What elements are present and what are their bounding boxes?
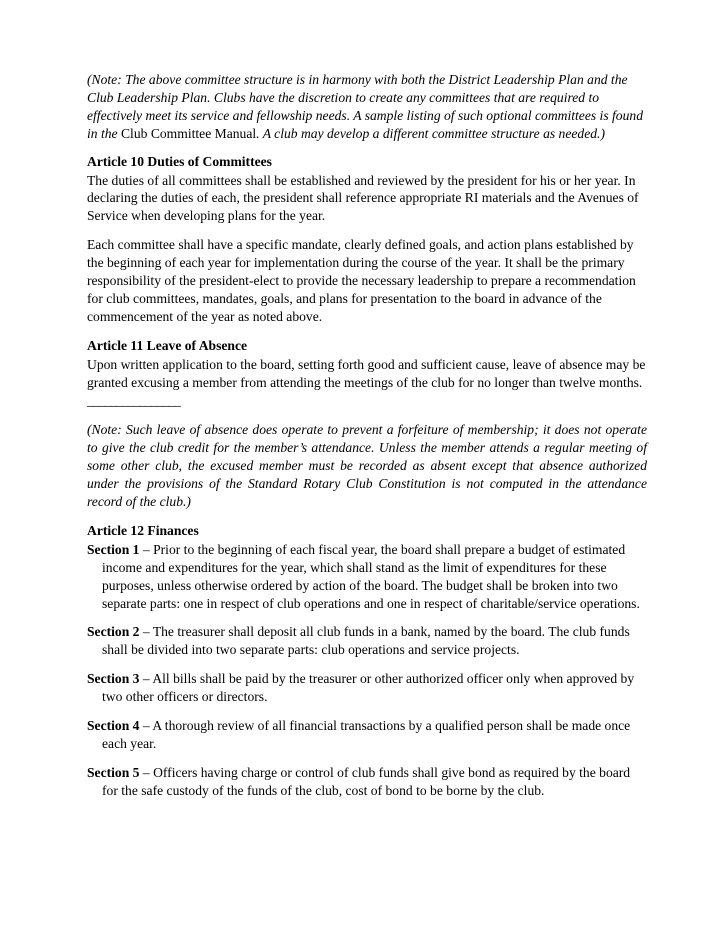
article-10-paragraph-2: Each committee shall have a specific mandate, clearly defined goals, and action plans established by the beginning of each year for implementation during the course of the year. It shall be the primary responsibility of the president-elect to provide the necessary leadership to prepare a recommendation for club committees, mandates, goals, and plans for presentation to the board in advance of the commencement of the year as noted above. (87, 237, 636, 324)
document-page (87, 71, 647, 800)
finances-section-3 (87, 670, 647, 706)
section-label: Section 1 (87, 541, 140, 557)
section-label: Section 3 (87, 671, 140, 687)
article-10-heading: Article 10 Duties of Committees (87, 153, 272, 169)
section-text: – Officers having charge or control of club funds shall give bond as required by the board for the safe custody of the funds of the club, cost of bond to be borne by the club. (102, 764, 631, 798)
club-committee-manual-title: Club Committee Manual (120, 125, 257, 141)
finances-section-2 (87, 623, 647, 659)
finances-section-5 (87, 764, 647, 800)
article-12-heading: Article 12 Finances (87, 522, 199, 538)
finances-section-4 (87, 717, 647, 753)
section-text: – The treasurer shall deposit all club funds in a bank, named by the board. The club funds shall be divided into two separate parts: club operations and service projects. (102, 624, 630, 658)
section-label: Section 5 (87, 764, 140, 780)
note-text-part1: (Note: The above committee structure is in harmony with both the District Leadership Plan and the Club Leadership Plan. Clubs have the discretion to create any committees that are required to effectively meet its service and fellowship needs. A sample listing of such optional committees is found in the (87, 72, 643, 141)
section-text: – All bills shall be paid by the treasurer or other authorized officer only when approved by two other officers or directors. (102, 671, 635, 705)
section-label: Section 4 (87, 718, 140, 734)
finances-section-1 (87, 541, 647, 613)
article-11-heading: Article 11 Leave of Absence (87, 337, 248, 353)
section-text: – Prior to the beginning of each fiscal year, the board shall prepare a budget of estimated income and expenditures for the year, which shall stand as the limit of expenditures for these purposes, unless otherwise ordered by action of the board. The budget shall be broken into two separate parts: one in respect of club operations and one in respect of charitable/service operations. (102, 541, 640, 611)
leave-of-absence-note: (Note: Such leave of absence does operate to prevent a forfeiture of membership; it does not operate to give the club credit for the member’s attendance. Unless the member attends a regular meeting of some other club, the excused member must be recorded as absent except that absence authorized under the provisions of the Standard Rotary Club Constitution is not computed in the attendance record of the club.) (87, 422, 647, 510)
article-11-paragraph: Upon written application to the board, setting forth good and sufficient cause, leave of absence may be granted excusing a member from attending the meetings of the club for no longer than twelve months. (87, 356, 646, 390)
article-10-paragraph-1: The duties of all committees shall be established and reviewed by the president for his or her year. In declaring the duties of each, the president shall reference appropriate RI materials and the Avenues of Service when developing plans for the year. (87, 172, 639, 224)
note-text-part2: . A club may develop a different committee structure as needed.) (256, 125, 605, 141)
separator-rule: ________________ (87, 392, 180, 408)
committee-structure-note (87, 71, 647, 143)
section-label: Section 2 (87, 624, 140, 640)
section-text: – A thorough review of all financial transactions by a qualified person shall be made once each year. (102, 718, 631, 751)
